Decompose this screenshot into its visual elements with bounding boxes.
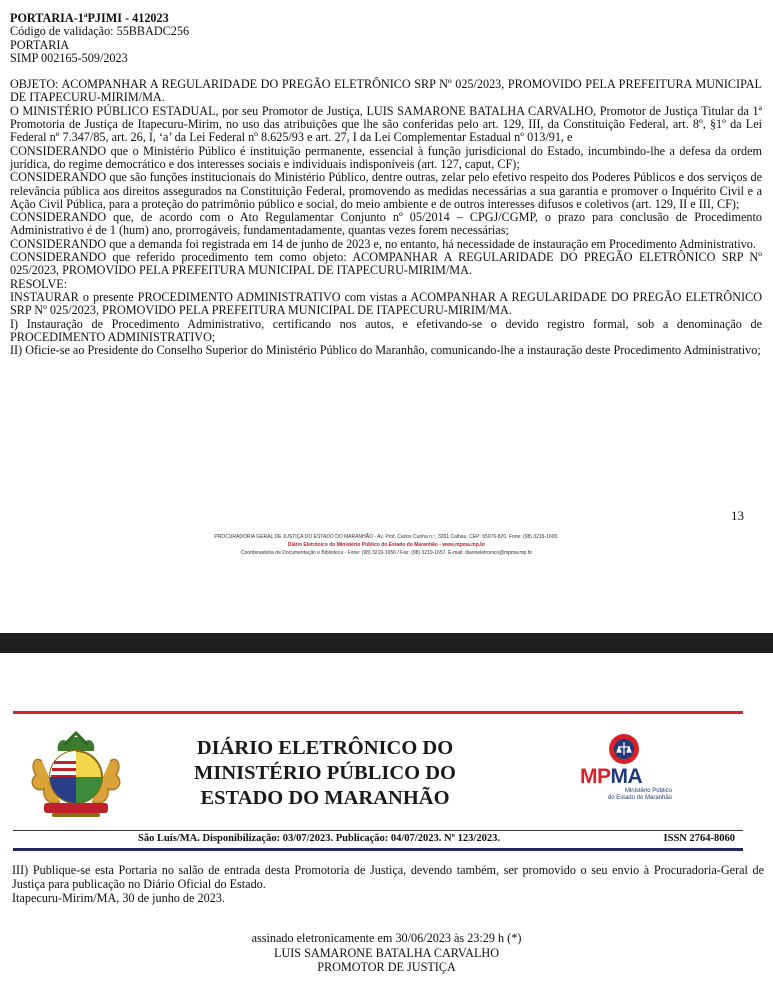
publication-info: São Luís/MA. Disponibilização: 03/07/2023. Publicação: 04/07/2023. Nº 123/2023.: [138, 833, 500, 844]
footer-site: Diário Eletrônico do Ministério Público do Estado do Maranhão - www.mpma.mp.br: [287, 542, 486, 548]
masthead-red-rule: [13, 711, 743, 714]
paragraph-considerando-2: CONSIDERANDO que são funções institucionais do Ministério Público, dentre outras, zelar pelo efetivo respeito dos Poderes Públicos e dos serviços de relevância pública aos direitos assegurados na Constituição Federal, promovendo as medidas necessárias a sua garantia e promover o Inquérito Civil e a Ação Civil Pública, para a proteção do patrimônio público e social, do meio ambiente e de outros interesses difusos e coletivos (art. 129, II e III, CF);: [10, 170, 762, 211]
portaria-body: [10, 12, 762, 357]
maranhao-crest-icon: [24, 731, 128, 819]
publication-bar: [13, 830, 743, 852]
signature-timestamp: assinado eletronicamente em 30/06/2023 às 23:29 h (*): [251, 931, 522, 945]
paragraph-considerando-5: CONSIDERANDO que referido procedimento tem como objeto: ACOMPANHAR A REGULARIDADE DO PREGÃO ELETRÔNICO SRP Nº 025/2023, PROMOVIDO PELA PREFEITURA MUNICIPAL DE ITAPECURU-MIRIM/MA.: [10, 250, 762, 278]
paragraph-considerando-1: CONSIDERANDO que o Ministério Público é instituição permanente, essencial à função jurisdicional do Estado, incumbindo-lhe a defesa da ordem jurídica, do regime democrático e dos interesses sociais e individuais indisponíveis (art. 127, caput, CF);: [10, 143, 762, 171]
signer-name: LUIS SAMARONE BATALHA CARVALHO: [274, 945, 499, 960]
portaria-id: PORTARIA-1ªPJIMI - 412023: [10, 11, 169, 25]
paragraph-item-3: III) Publique-se esta Portaria no salão de entrada desta Promotoria de Justiça, devendo também, ser promovido o seu envio à Procuradoria-Geral de Justiça para publicação no Diário Oficial do Estado.: [12, 863, 764, 891]
paragraph-considerando-3: CONSIDERANDO que, de acordo com o Ato Regulamentar Conjunto nº 05/2014 – CPGJ/CGMP, o prazo para conclusão de Procedimento Administrativo é de 1 (hum) ano, prorrogáveis, fundamentadamente, quantas vezes forem necessárias;: [10, 210, 762, 238]
signer-role: PROMOTOR DE JUSTIÇA: [317, 960, 456, 974]
footer-contact: Coordenadoria de Documentação e Biblioteca - Fone: (98) 3219-1656 / Fax: (98) 3219-1657. E-mail: diarioeletronico@mpma.mp.br: [240, 550, 533, 556]
paragraph-resolve: RESOLVE:: [10, 276, 68, 291]
masthead-title-line-1: DIÁRIO ELETRÔNICO DO: [196, 737, 454, 759]
masthead-title-line-2: MINISTÉRIO PÚBLICO DO: [194, 762, 456, 784]
masthead-title-line-3: ESTADO DO MARANHÃO: [200, 787, 450, 809]
masthead-title: [155, 736, 495, 811]
portaria-continuation: [12, 863, 764, 905]
paragraph-objeto: OBJETO: ACOMPANHAR A REGULARIDADE DO PREGÃO ELETRÔNICO SRP Nº 025/2023, PROMOVIDO PELA PREFEITURA MUNICIPAL DE ITAPECURU-MIRIM/MA.: [10, 77, 762, 105]
mpma-logo-mp: MP: [580, 765, 611, 788]
portaria-header: [10, 12, 762, 25]
signature-block: [0, 931, 773, 975]
simp-number: SIMP 002165-509/2023: [10, 50, 128, 65]
mpma-logo-text: [580, 765, 642, 789]
page-footer: [0, 533, 773, 557]
paragraph-place-date: Itapecuru-Mirim/MA, 30 de junho de 2023.: [12, 891, 225, 905]
validation-code: Código de validação: 55BBADC256: [10, 24, 190, 39]
issn-number: ISSN 2764-8060: [663, 833, 735, 844]
paragraph-intro: O MINISTÉRIO PÚBLICO ESTADUAL, por seu Promotor de Justiça, LUIS SAMARONE BATALHA CARVALHO, Promotor de Justiça Titular da 1ª Promotoria de Justiça de Itapecuru-Mirim, no uso das atribuições que lhe são conferidas pelo art. 129, III, da Constituição Federal, art. 8º, §1º da Lei Federal nº 7.347/85, art. 26, I, ‘a’ da Lei Federal nº 8.625/93 e art. 27, I da Lei Complementar Estadual nº 013/91, e: [10, 103, 762, 145]
mpma-subtitle-line-1: Ministério Público: [624, 788, 672, 794]
footer-address: PROCURADORIA GERAL DE JUSTIÇA DO ESTADO DO MARANHÃO - Av. Prof. Carlos Cunha n.º, 3261 Calhau. CEP: 65076-820. Fone: (98) 3219-1600.: [214, 534, 559, 540]
paragraph-item-2: II) Oficie-se ao Presidente do Conselho Superior do Ministério Público do Maranhão, comunicando-lhe a instauração deste Procedimento Administrativo;: [10, 343, 761, 358]
mpma-subtitle-line-2: do Estado do Maranhão: [607, 794, 672, 801]
mpma-logo-subtitle: [598, 788, 672, 801]
page-number: 13: [731, 508, 744, 523]
portaria-meta: [10, 25, 762, 65]
doc-type: PORTARIA: [10, 37, 70, 52]
mpma-logo-ma: MA: [610, 765, 643, 788]
paragraph-item-1: I) Instauração de Procedimento Administrativo, certificando nos autos, e efetivando-se o devido registro formal, sob a denominação de PROCEDIMENTO ADMINISTRATIVO;: [10, 316, 762, 344]
page-divider: [0, 633, 773, 653]
document-page-2: [0, 653, 773, 1000]
paragraph-considerando-4: CONSIDERANDO que a demanda foi registrada em 14 de junho de 2023 e, no entanto, há necessidade de instauração em Procedimento Administrativo.: [10, 236, 756, 251]
paragraph-instaurar: INSTAURAR o presente PROCEDIMENTO ADMINISTRATIVO com vistas a ACOMPANHAR A REGULARIDADE DO PREGÃO ELETRÔNICO SRP Nº 025/2023, PROMOVIDO PELA PREFEITURA MUNICIPAL DE ITAPECURU-MIRIM/MA.: [10, 289, 762, 318]
